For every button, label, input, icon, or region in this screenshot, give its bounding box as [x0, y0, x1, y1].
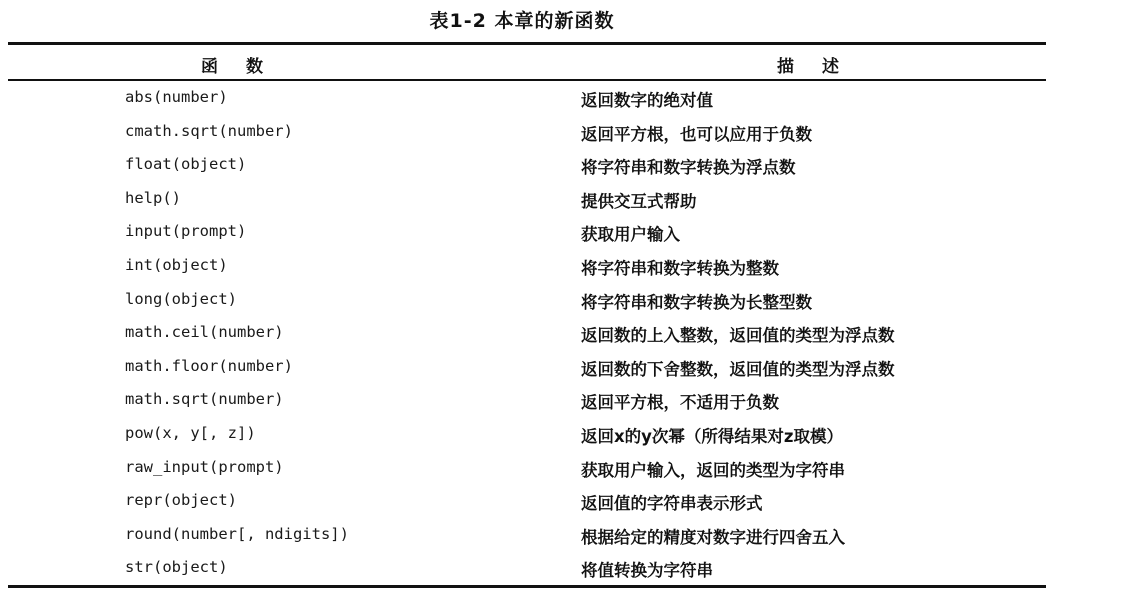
function-cell: str(object): [125, 558, 228, 577]
table-caption: 表1-2 本章的新函数: [429, 10, 615, 32]
description-cell: 返回平方根，也可以应用于负数: [581, 124, 812, 144]
table-row: [0, 284, 1060, 318]
bottom-rule: [8, 585, 1046, 588]
table-row: [0, 384, 1060, 418]
function-cell: math.floor(number): [125, 356, 293, 375]
description-cell: 返回数字的绝对值: [581, 91, 713, 110]
function-cell: raw_input(prompt): [125, 457, 284, 476]
function-cell: round(number[, ndigits]): [125, 524, 349, 543]
table-row: [0, 485, 1060, 519]
description-cell: 返回值的字符串表示形式: [581, 494, 763, 514]
description-cell: 将字符串和数字转换为浮点数: [581, 158, 796, 178]
function-cell: long(object): [125, 289, 237, 308]
function-cell: repr(object): [125, 491, 237, 510]
table-row: [0, 216, 1060, 250]
table-row: [0, 552, 1060, 586]
table-row: [0, 116, 1060, 150]
description-cell: 提供交互式帮助: [581, 191, 697, 211]
function-cell: pow(x, y[, z]): [125, 423, 256, 442]
top-rule: [8, 42, 1046, 45]
function-cell: abs(number): [125, 88, 228, 106]
description-cell: 返回x的y次幂（所得结果对z取模）: [581, 426, 844, 446]
description-cell: 将字符串和数字转换为整数: [581, 258, 779, 278]
table-body: [0, 82, 1060, 586]
table-row: [0, 351, 1060, 385]
table-row: [0, 519, 1060, 553]
description-cell: 将字符串和数字转换为长整型数: [581, 292, 812, 312]
header-function: 函数: [201, 57, 291, 77]
description-cell: 根据给定的精度对数字进行四舍五入: [581, 527, 845, 547]
function-cell: int(object): [125, 255, 228, 274]
table-row: [0, 183, 1060, 217]
function-cell: input(prompt): [125, 222, 247, 241]
table-row: [0, 418, 1060, 452]
table-row: [0, 149, 1060, 183]
table-header: [8, 46, 1046, 78]
header-rule: [8, 79, 1046, 81]
function-cell: float(object): [125, 155, 247, 174]
description-cell: 返回数的上入整数，返回值的类型为浮点数: [581, 326, 895, 346]
table-row: [0, 317, 1060, 351]
description-cell: 将值转换为字符串: [581, 561, 713, 581]
table-row: [0, 250, 1060, 284]
description-cell: 获取用户输入: [581, 225, 680, 245]
function-cell: cmath.sqrt(number): [125, 121, 293, 140]
header-description: 描述: [777, 57, 867, 77]
function-cell: help(): [125, 188, 181, 207]
function-cell: math.sqrt(number): [125, 390, 284, 409]
table-row: [0, 452, 1060, 486]
description-cell: 返回平方根，不适用于负数: [581, 393, 779, 413]
table-row: [0, 82, 1060, 116]
description-cell: 返回数的下舍整数，返回值的类型为浮点数: [581, 359, 895, 379]
description-cell: 获取用户输入，返回的类型为字符串: [581, 460, 845, 480]
function-cell: math.ceil(number): [125, 323, 284, 342]
